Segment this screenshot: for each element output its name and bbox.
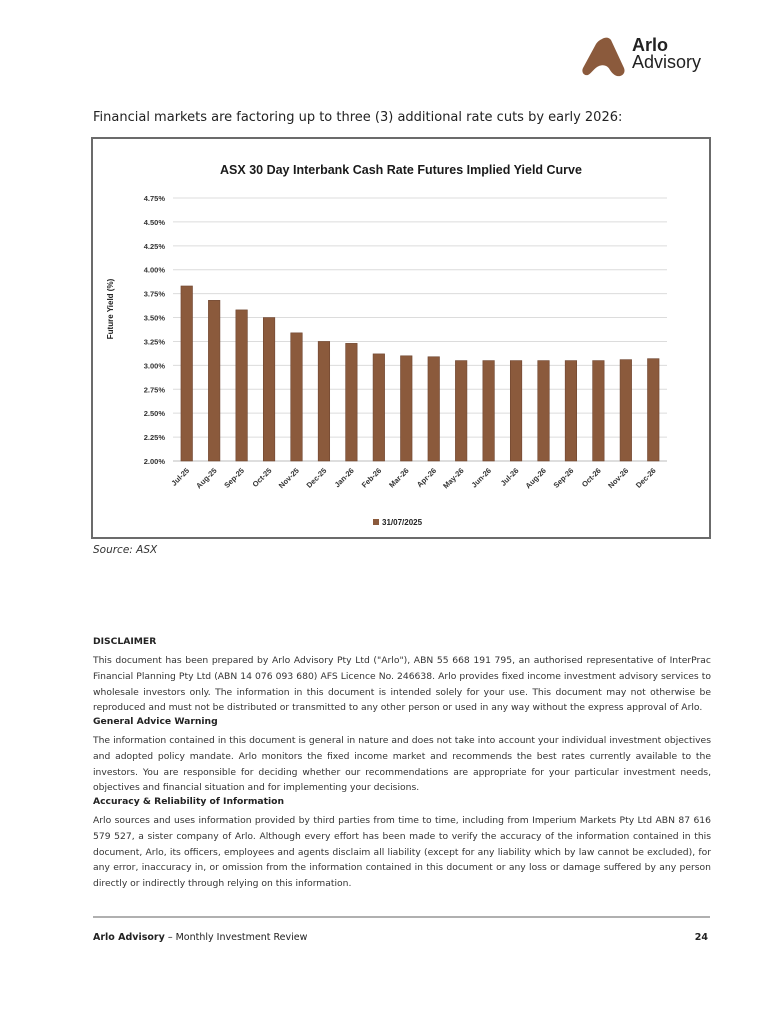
footer-divider	[93, 916, 710, 918]
x-tick-label: Sep-26	[551, 466, 576, 490]
y-tick-label: 3.25%	[143, 337, 165, 347]
brand-name-line2: Advisory	[632, 52, 702, 72]
y-tick-label: 3.75%	[143, 289, 165, 299]
bar	[263, 318, 275, 461]
x-tick-label: Apr-26	[414, 466, 439, 490]
chart-legend	[373, 518, 423, 527]
bar	[620, 360, 632, 461]
bar	[318, 341, 330, 461]
bar	[346, 343, 358, 461]
intro-text: Financial markets are factoring up to three (3) additional rate cuts by early 2026:	[93, 110, 623, 125]
disclaimer-heading: DISCLAIMER	[93, 636, 157, 647]
footer-separator: –	[164, 932, 176, 943]
footer-title	[93, 932, 307, 943]
y-tick-label: 4.75%	[143, 194, 165, 203]
bar	[565, 361, 577, 461]
y-tick-label: 2.00%	[143, 457, 165, 466]
x-tick-label: May-26	[441, 466, 466, 491]
x-tick-label: Oct-25	[250, 466, 274, 489]
page-number: 24	[694, 932, 708, 943]
bar	[373, 354, 385, 461]
bar	[538, 361, 550, 461]
bar	[428, 357, 440, 461]
bar	[455, 361, 467, 461]
accuracy-body: Arlo sources and uses information provided by third parties from time to time, including from Imperium Markets Pty Ltd ABN 87 616 579 527, a sister company of Arlo. Although every effort has been made to verify the accuracy of the information contained in this document, Arlo, its officers, employees and agents disclaim all liability (except for any liability which by law cannot be excluded), for any error, inaccuracy in, or omission from the information contained in this document or any loss or damage suffered by any person directly or indirectly through relying on this information.	[93, 815, 711, 890]
bar	[181, 286, 193, 461]
y-tick-label: 4.25%	[143, 241, 165, 251]
footer-doc-title: Monthly Investment Review	[175, 932, 308, 943]
y-tick-label: 3.50%	[143, 313, 165, 323]
bar	[291, 333, 303, 461]
x-tick-label: Aug-26	[523, 466, 548, 491]
y-tick-label: 4.00%	[143, 265, 165, 275]
x-tick-label: Jul-25	[169, 466, 192, 488]
x-tick-label: Dec-26	[633, 466, 658, 490]
y-tick-label: 4.50%	[143, 217, 165, 227]
y-tick-label: 3.00%	[143, 361, 165, 371]
arlo-logo-icon	[582, 36, 628, 78]
bar	[208, 300, 220, 461]
x-tick-label: Feb-26	[359, 466, 384, 490]
x-tick-label: Nov-26	[606, 466, 631, 491]
chart-container	[91, 137, 711, 539]
bar	[401, 356, 413, 461]
bar	[510, 361, 522, 461]
x-tick-label: Aug-25	[194, 466, 219, 491]
chart-y-axis-label: Future Yield (%)	[106, 278, 115, 340]
general-advice-body: The information contained in this document is general in nature and does not take into account your individual investment objectives and adopted policy mandate. Arlo monitors the fixed income market and recommends the best rates currently available to the investors. You are responsible for deciding whether our recommendations are appropriate for your particular investment needs, objectives and financial situation and for implementing your decisions.	[93, 735, 711, 794]
footer-brand: Arlo Advisory	[93, 932, 165, 943]
x-tick-label: Sep-25	[222, 466, 247, 490]
x-tick-label: Oct-26	[579, 466, 603, 489]
x-tick-label: Nov-25	[276, 466, 301, 491]
accuracy-heading: Accuracy & Reliability of Information	[93, 796, 284, 807]
x-tick-label: Jul-26	[498, 466, 521, 488]
x-tick-label: Mar-26	[387, 466, 411, 490]
bar	[483, 361, 495, 461]
bar	[593, 361, 605, 461]
chart-title: ASX 30 Day Interbank Cash Rate Futures Implied Yield Curve	[220, 163, 582, 177]
legend-swatch	[373, 519, 379, 525]
yield-curve-chart	[93, 139, 709, 537]
source-caption: Source: ASX	[93, 544, 158, 556]
general-advice-heading: General Advice Warning	[93, 716, 218, 727]
x-tick-label: Jun-26	[469, 466, 494, 490]
bar	[236, 310, 248, 461]
legend-label: 31/07/2025	[382, 518, 423, 527]
y-tick-label: 2.75%	[143, 385, 165, 395]
brand-name-line1: Arlo	[632, 35, 668, 55]
bar	[648, 359, 660, 461]
disclaimer-body: This document has been prepared by Arlo Advisory Pty Ltd ("Arlo"), ABN 55 668 191 795, an authorised representative of InterPrac Financial Planning Pty Ltd (ABN 14 076 093 680) AFS Licence No. 246638. Arlo provides fixed income investment advisory services to wholesale investors only. The information in this document is intended solely for your use. This document may not otherwise be reproduced and must not be distributed or transmitted to any other person or used in any way without the express approval of Arlo.	[93, 655, 711, 714]
brand-logo	[582, 36, 712, 78]
x-tick-label: Jan-26	[332, 466, 356, 490]
x-tick-label: Dec-25	[304, 466, 329, 490]
y-tick-label: 2.50%	[143, 409, 165, 419]
y-tick-label: 2.25%	[143, 433, 165, 443]
